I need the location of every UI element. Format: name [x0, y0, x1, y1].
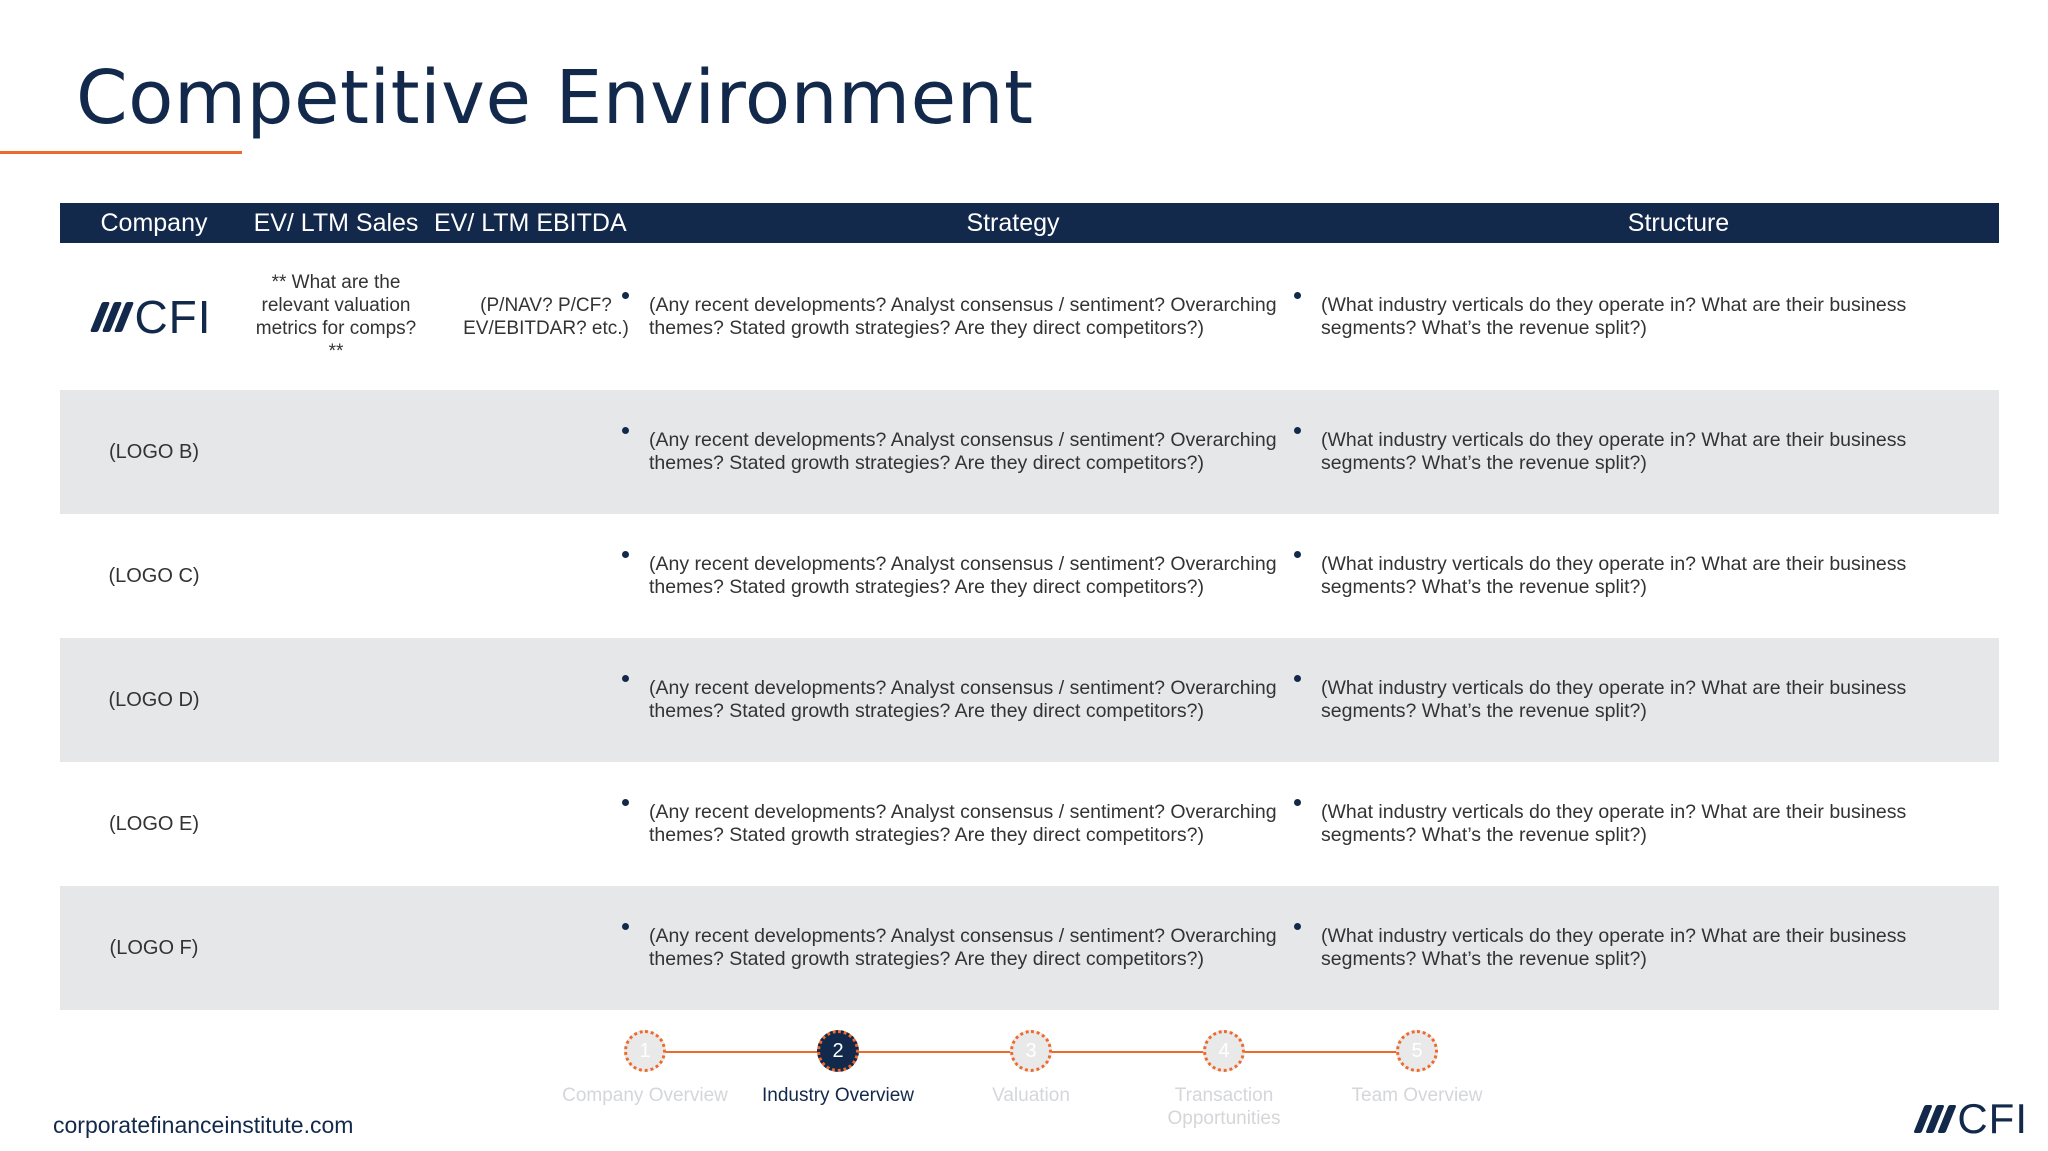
- strategy-cell: [622, 638, 1302, 762]
- bullet-icon: [622, 799, 629, 806]
- footer-logo-text: CFI: [1957, 1095, 2028, 1142]
- table-header: [60, 203, 1999, 243]
- table-row: [60, 638, 1999, 762]
- progress-step[interactable]: [748, 1030, 928, 1107]
- step-label: Team Overview: [1351, 1085, 1483, 1106]
- company-cell: [60, 243, 248, 390]
- structure-cell: [1294, 243, 1994, 390]
- structure-text: (What industry verticals do they operate in? What are their business segments? What’s the revenue split?): [1321, 293, 1907, 339]
- strategy-cell: [622, 886, 1302, 1010]
- step-number-circle: 3: [1010, 1030, 1052, 1072]
- company-logo-text: CFI: [134, 290, 212, 343]
- step-number-circle: 2: [817, 1030, 859, 1072]
- title-underline: [0, 151, 242, 154]
- structure-cell: [1294, 638, 1994, 762]
- section-progress-tracker: [560, 1030, 1520, 1150]
- header-ev-ltm-sales: EV/ LTM Sales: [253, 209, 419, 237]
- step-label: Transaction Opportunities: [1167, 1085, 1281, 1129]
- structure-cell: [1294, 762, 1994, 886]
- table-row: [60, 514, 1999, 638]
- ev-ltm-sales-cell: [248, 762, 424, 886]
- bullet-icon: [1294, 799, 1301, 806]
- strategy-text: (Any recent developments? Analyst consensus / sentiment? Overarching themes? Stated growth strategies? Are they direct competitors?): [649, 801, 1277, 846]
- page-title: Competitive Environment: [76, 55, 1034, 141]
- step-label: Industry Overview: [761, 1085, 915, 1106]
- structure-text: (What industry verticals do they operate in? What are their business segments? What’s the revenue split?): [1321, 677, 1907, 722]
- ev-ltm-sales-cell: ** What are the relevant valuation metrics for comps? **: [255, 271, 417, 362]
- header-ev-ltm-ebitda: EV/ LTM EBITDA: [434, 209, 627, 237]
- step-number-circle: 5: [1396, 1030, 1438, 1072]
- bullet-icon: [622, 427, 629, 434]
- step-number-circle: 4: [1203, 1030, 1245, 1072]
- company-cell: [60, 638, 248, 762]
- company-cell: [60, 762, 248, 886]
- ev-ltm-sales-cell: [248, 886, 424, 1010]
- progress-step[interactable]: [1134, 1030, 1314, 1130]
- table-row: [60, 390, 1999, 514]
- header-company: Company: [100, 209, 208, 237]
- bullet-icon: [1294, 551, 1301, 558]
- company-cell: [60, 390, 248, 514]
- company-cell: [60, 514, 248, 638]
- strategy-text: (Any recent developments? Analyst consensus / sentiment? Overarching themes? Stated growth strategies? Are they direct competitors?): [649, 553, 1277, 598]
- cfi-logo: [96, 290, 211, 344]
- ev-ltm-sales-cell: [248, 638, 424, 762]
- ev-ltm-sales-cell: [248, 390, 424, 514]
- structure-cell: [1294, 886, 1994, 1010]
- bullet-icon: [622, 923, 629, 930]
- bullet-icon: [1294, 427, 1301, 434]
- strategy-cell: [622, 390, 1302, 514]
- footer-url[interactable]: corporatefinanceinstitute.com: [53, 1112, 354, 1138]
- company-logo-placeholder: (LOGO E): [108, 812, 199, 835]
- table-row: [60, 762, 1999, 886]
- bullet-icon: [622, 292, 629, 299]
- header-structure: Structure: [1627, 209, 1730, 237]
- bullet-icon: [1294, 923, 1301, 930]
- bullet-icon: [1294, 292, 1301, 299]
- progress-step[interactable]: [941, 1030, 1121, 1107]
- progress-step[interactable]: [1327, 1030, 1507, 1107]
- structure-text: (What industry verticals do they operate in? What are their business segments? What’s the revenue split?): [1321, 925, 1907, 970]
- strategy-text: (Any recent developments? Analyst consensus / sentiment? Overarching themes? Stated growth strategies? Are they direct competitors?): [649, 677, 1277, 722]
- footer-cfi-logo: [1919, 1095, 2028, 1143]
- step-number-circle: 1: [624, 1030, 666, 1072]
- progress-step[interactable]: [555, 1030, 735, 1107]
- strategy-cell: [622, 762, 1302, 886]
- company-logo-placeholder: (LOGO D): [108, 688, 200, 711]
- company-logo-placeholder: (LOGO F): [109, 936, 199, 959]
- table-row: [60, 886, 1999, 1010]
- structure-text: (What industry verticals do they operate in? What are their business segments? What’s the revenue split?): [1321, 801, 1907, 846]
- table-row: [60, 243, 1999, 390]
- company-logo-placeholder: (LOGO B): [108, 440, 199, 463]
- bullet-icon: [622, 675, 629, 682]
- structure-text: (What industry verticals do they operate in? What are their business segments? What’s the revenue split?): [1321, 429, 1907, 474]
- header-strategy: Strategy: [966, 209, 1060, 237]
- strategy-text: (Any recent developments? Analyst consensus / sentiment? Overarching themes? Stated growth strategies? Are they direct competitors?): [649, 429, 1277, 474]
- strategy-text: (Any recent developments? Analyst consensus / sentiment? Overarching themes? Stated growth strategies? Are they direct competitors?): [649, 293, 1277, 339]
- ev-ltm-sales-cell: [248, 514, 424, 638]
- structure-text: (What industry verticals do they operate in? What are their business segments? What’s the revenue split?): [1321, 553, 1907, 598]
- structure-cell: [1294, 390, 1994, 514]
- strategy-text: (Any recent developments? Analyst consensus / sentiment? Overarching themes? Stated growth strategies? Are they direct competitors?): [649, 925, 1277, 970]
- bullet-icon: [1294, 675, 1301, 682]
- step-label: Company Overview: [562, 1085, 728, 1106]
- ev-ltm-ebitda-cell: (P/NAV? P/CF? EV/EBITDAR? etc.): [463, 294, 629, 339]
- strategy-cell: [622, 243, 1302, 390]
- company-cell: [60, 886, 248, 1010]
- bullet-icon: [622, 551, 629, 558]
- structure-cell: [1294, 514, 1994, 638]
- strategy-cell: [622, 514, 1302, 638]
- company-logo-placeholder: (LOGO C): [108, 564, 200, 587]
- step-label: Valuation: [992, 1085, 1070, 1106]
